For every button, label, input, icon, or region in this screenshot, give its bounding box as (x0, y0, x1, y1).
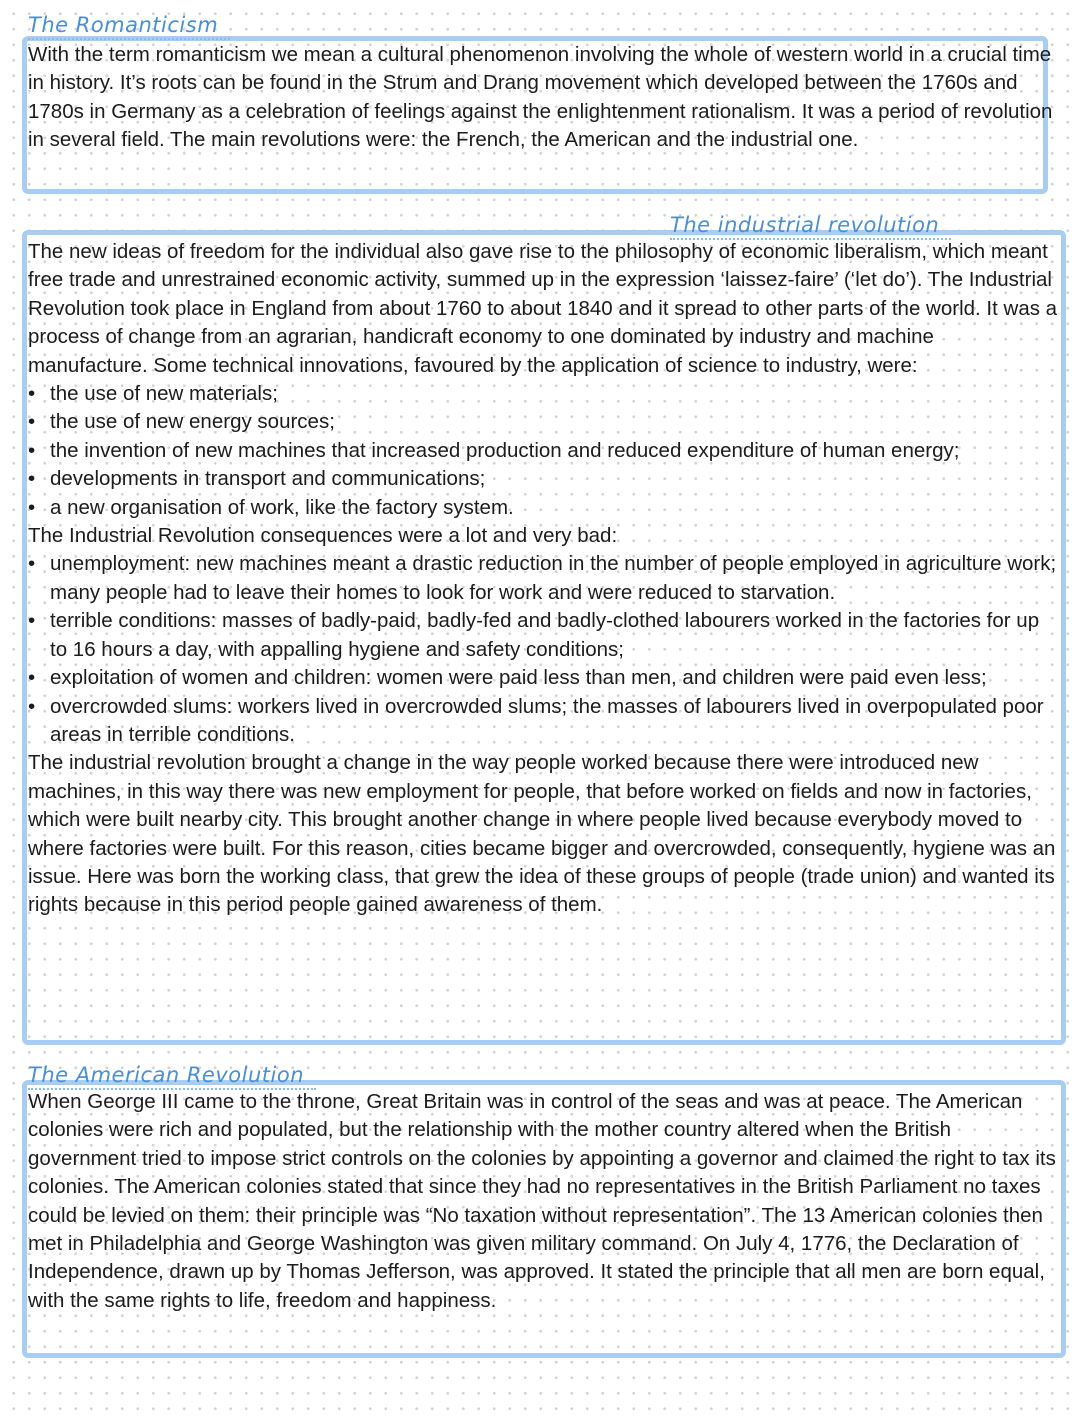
list-item (28, 607, 1058, 664)
list-item-text: terrible conditions: masses of badly-paid, badly-fed and badly-clothed labourers worked in the factories for up to 16 hours a day, with appalling hygiene and safety conditions; (50, 609, 1040, 661)
american-paragraph: When George III came to the throne, Great Britain was in control of the seas and was at peace. The American colonies were rich and populated, but the relationship with the mother country altered when the British government tried to impose strict controls on the colonies by appointing a governor and claimed the right to tax its colonies. The American colonies stated that since they had no representatives in the British Parliament no taxes could be levied on them: their principle was “No taxation without representation”. The 13 American colonies then met in Philadelphia and George Washington was given military command. On July 4, 1776, the Declaration of Independence, drawn up by Thomas Jefferson, was approved. It stated the principle that all men are born equal, with the same rights to life, freedom and happiness. (28, 1090, 1056, 1312)
list-item (28, 408, 1058, 436)
list-item (28, 465, 1058, 493)
romanticism-paragraph: With the term romanticism we mean a cultural phenomenon involving the whole of western world in a crucial time in history. It’s roots can be found in the Strum and Drang movement which developed between the 1760s and 1780s in Germany as a celebration of feelings against the enlightenment rationalism. It was a period of revolution in several field. The main revolutions were: the French, the American and the industrial one. (28, 43, 1053, 152)
romanticism-section (0, 0, 1080, 200)
bullet-icon: • (28, 382, 36, 406)
bullet-icon: • (28, 609, 36, 633)
industrial-body (28, 238, 1058, 920)
romanticism-heading: The Romanticism (28, 13, 219, 37)
list-item-text: exploitation of women and children: women were paid less than men, and children were paid even less; (50, 666, 987, 690)
bullet-icon: • (28, 438, 36, 462)
list-item-text: the invention of new machines that increased production and reduced expenditure of human energy; (50, 438, 960, 462)
bullet-icon: • (28, 495, 36, 519)
list-item-text: unemployment: new machines meant a drastic reduction in the number of people employed in agriculture work; many people had to leave their homes to look for work and were reduced to starvation. (50, 552, 1057, 604)
consequences-list (28, 550, 1058, 749)
bullet-icon: • (28, 666, 36, 690)
list-item-text: a new organisation of work, like the factory system. (50, 495, 514, 519)
list-item (28, 550, 1058, 607)
list-item (28, 693, 1058, 750)
list-item-text: overcrowded slums: workers lived in overcrowded slums; the masses of labourers lived in overpopulated poor areas in terrible conditions. (50, 694, 1044, 746)
list-item-text: developments in transport and communications; (50, 467, 486, 491)
bullet-icon: • (28, 467, 36, 491)
industrial-heading: The industrial revolution (670, 213, 940, 237)
list-item (28, 380, 1058, 408)
american-section (0, 1055, 1080, 1375)
romanticism-body (28, 41, 1058, 155)
bullet-icon: • (28, 410, 36, 434)
list-item (28, 664, 1058, 692)
bullet-icon: • (28, 694, 36, 718)
list-item (28, 494, 1058, 522)
list-item-text: the use of new energy sources; (50, 410, 335, 434)
list-item-text: the use of new materials; (50, 382, 278, 406)
list-item (28, 437, 1058, 465)
industrial-conclusion: The industrial revolution brought a change in the way people worked because there were introduced new machines, in this way there was new employment for people, that before worked on fields and now in factories, which were built nearby city. This brought another change in where people lived because everybody moved to where factories were built. For this reason, cities became bigger and overcrowded, consequently, hygiene was an issue. Here was born the working class, that grew the idea of these groups of people (trade union) and wanted its rights because in this period people gained awareness of them. (28, 751, 1056, 917)
innovations-list (28, 380, 1058, 522)
consequences-intro: The Industrial Revolution consequences were a lot and very bad: (28, 524, 618, 548)
american-body (28, 1088, 1058, 1315)
bullet-icon: • (28, 552, 36, 576)
industrial-intro: The new ideas of freedom for the individual also gave rise to the philosophy of economic liberalism, which meant free trade and unrestrained economic activity, summed up in the expression ‘laissez-faire’ (‘let do’). The Industrial Revolution took place in England from about 1760 to about 1840 and it spread to other parts of the world. It was a process of change from an agrarian, handicraft economy to one dominated by industry and machine manufacture. Some technical innovations, favoured by the application of science to industry, were: (28, 240, 1058, 377)
industrial-section (0, 205, 1080, 1045)
american-heading: The American Revolution (28, 1063, 304, 1087)
